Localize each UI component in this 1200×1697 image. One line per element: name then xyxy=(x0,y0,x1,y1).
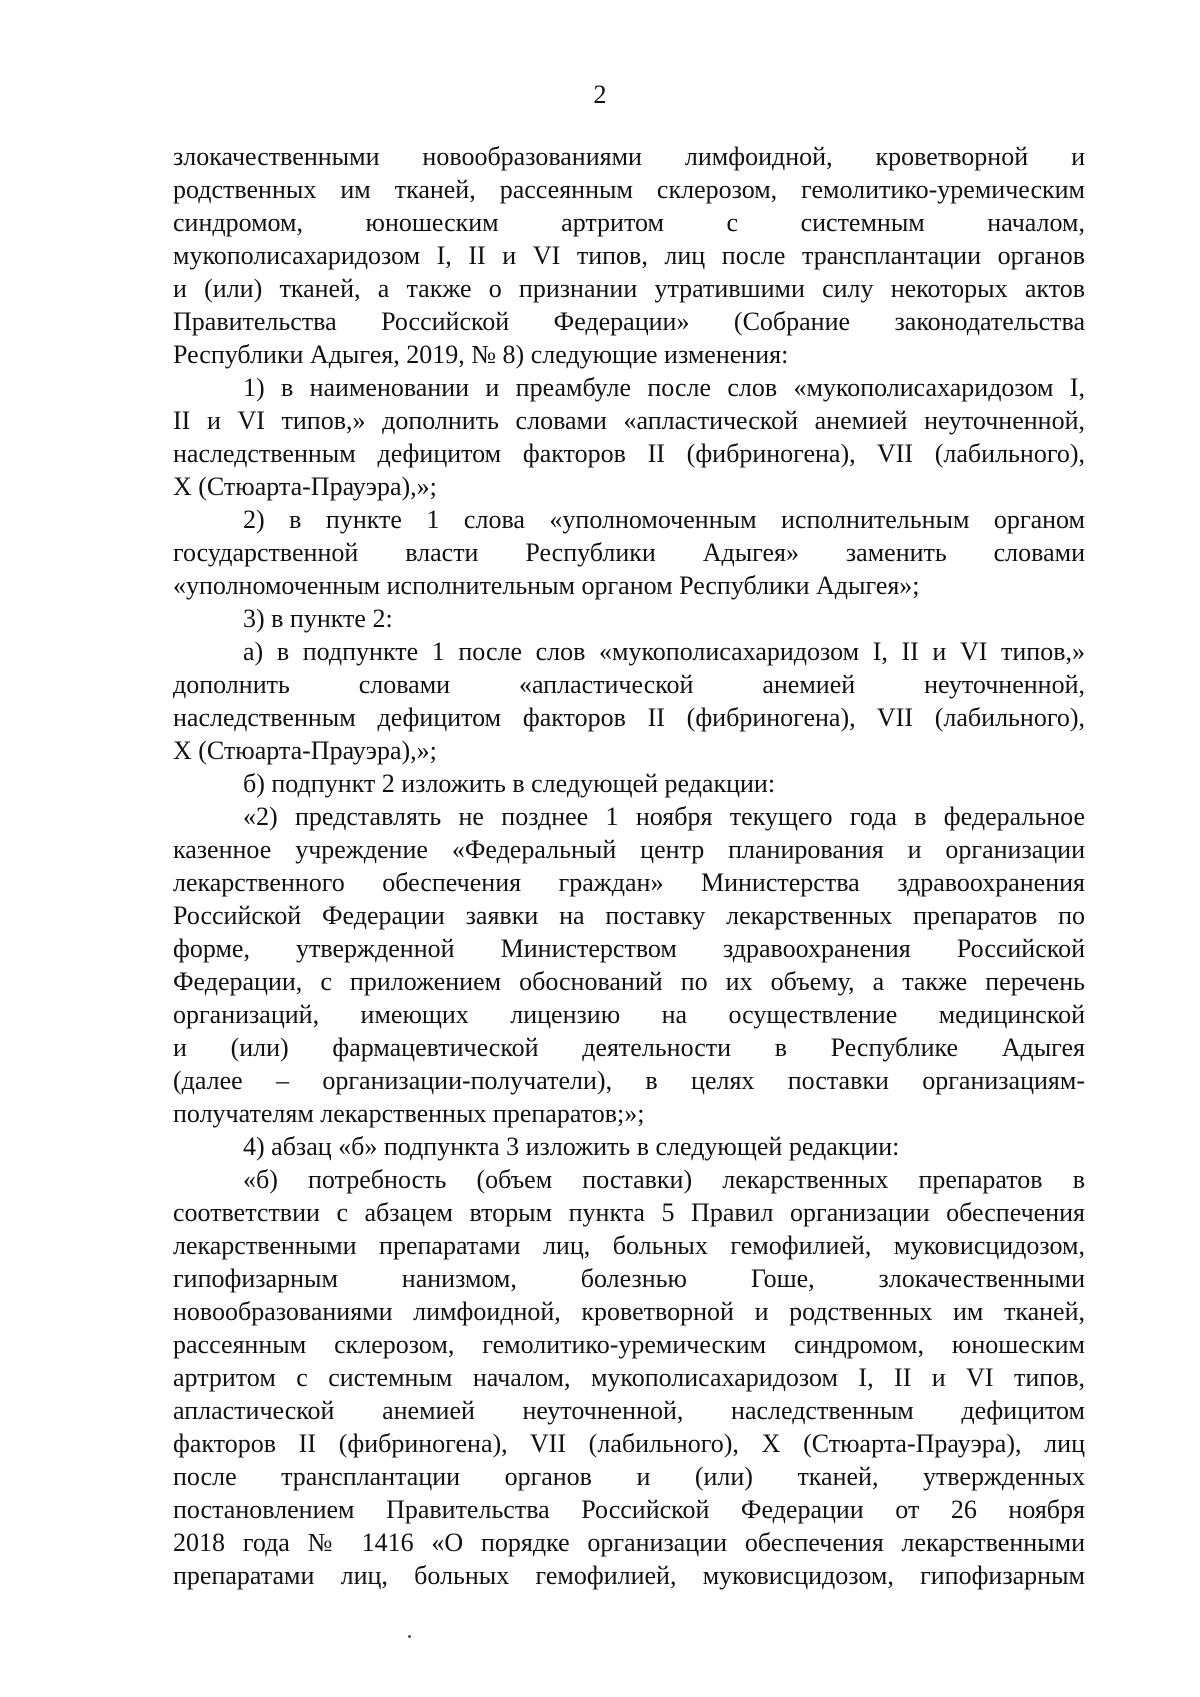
text-line: препаратами лиц, больных гемофилией, муковисцидозом, гипофизарным xyxy=(173,1561,1085,1590)
text-line: «2) представлять не позднее 1 ноября текущего года в федеральное xyxy=(243,802,1085,831)
text-line: и (или) тканей, а также о признании утратившими силу некоторых актов xyxy=(173,274,1085,303)
text-line: а) в подпункте 1 после слов «мукополисахаридозом I, II и VI типов,» xyxy=(243,637,1085,666)
scan-speck xyxy=(408,1635,411,1638)
text-line: артритом с системным началом, мукополисахаридозом I, II и VI типов, xyxy=(173,1363,1085,1392)
text-line: и (или) фармацевтической деятельности в Республике Адыгея xyxy=(173,1033,1085,1062)
text-line: Республики Адыгея, 2019, № 8) следующие изменения: xyxy=(173,340,789,369)
text-line: «б) потребность (объем поставки) лекарственных препаратов в xyxy=(243,1165,1085,1194)
text-line: X (Стюарта-Прауэра),»; xyxy=(173,472,437,501)
text-line: наследственным дефицитом факторов II (фибриногена), VII (лабильного), xyxy=(173,703,1085,732)
text-line: Российской Федерации заявки на поставку лекарственных препаратов по xyxy=(173,901,1085,930)
text-line: 4) абзац «б» подпункта 3 изложить в следующей редакции: xyxy=(243,1132,900,1161)
text-line: рассеянным склерозом, гемолитико-уремическим синдромом, юношеским xyxy=(173,1330,1085,1359)
text-line: X (Стюарта-Прауэра),»; xyxy=(173,736,437,765)
text-line: 1) в наименовании и преамбуле после слов «мукополисахаридозом I, xyxy=(243,373,1085,402)
document-body xyxy=(173,140,1085,1592)
text-line: «уполномоченным исполнительным органом Республики Адыгея»; xyxy=(173,571,920,600)
text-line: постановлением Правительства Российской Федерации от 26 ноября xyxy=(173,1495,1085,1524)
text-line: факторов II (фибриногена), VII (лабильного), X (Стюарта-Прауэра), лиц xyxy=(173,1429,1085,1458)
text-line: форме, утвержденной Министерством здравоохранения Российской xyxy=(173,934,1085,963)
page-number: 2 xyxy=(593,80,607,109)
text-line: гипофизарным нанизмом, болезнью Гоше, злокачественными xyxy=(173,1264,1085,1293)
text-line: организаций, имеющих лицензию на осуществление медицинской xyxy=(173,1000,1085,1029)
text-line: лекарственного обеспечения граждан» Министерства здравоохранения xyxy=(173,868,1085,897)
text-line: синдромом, юношеским артритом с системным началом, xyxy=(173,208,1085,237)
text-line: 2018 года № 1416 «О порядке организации обеспечения лекарственными xyxy=(173,1528,1085,1557)
text-line: мукополисахаридозом I, II и VI типов, лиц после трансплантации органов xyxy=(173,241,1085,270)
text-line: дополнить словами «апластической анемией неуточненной, xyxy=(173,670,1085,699)
text-line: родственных им тканей, рассеянным склерозом, гемолитико-уремическим xyxy=(173,175,1085,204)
text-line: после трансплантации органов и (или) тканей, утвержденных xyxy=(173,1462,1085,1491)
text-line: лекарственными препаратами лиц, больных гемофилией, муковисцидозом, xyxy=(173,1231,1085,1260)
text-line: государственной власти Республики Адыгея» заменить словами xyxy=(173,538,1085,567)
text-line: казенное учреждение «Федеральный центр планирования и организации xyxy=(173,835,1085,864)
text-line: Правительства Российской Федерации» (Собрание законодательства xyxy=(173,307,1085,336)
text-line: 2) в пункте 1 слова «уполномоченным исполнительным органом xyxy=(243,505,1085,534)
text-line: II и VI типов,» дополнить словами «апластической анемией неуточненной, xyxy=(173,406,1085,435)
text-line: б) подпункт 2 изложить в следующей редакции: xyxy=(243,769,776,798)
text-line: злокачественными новообразованиями лимфоидной, кроветворной и xyxy=(173,142,1085,171)
text-line: 3) в пункте 2: xyxy=(243,604,393,633)
text-line: наследственным дефицитом факторов II (фибриногена), VII (лабильного), xyxy=(173,439,1085,468)
text-line: Федерации, с приложением обоснований по их объему, а также перечень xyxy=(173,967,1085,996)
text-line: апластической анемией неуточненной, наследственным дефицитом xyxy=(173,1396,1085,1425)
text-line: соответствии с абзацем вторым пункта 5 Правил организации обеспечения xyxy=(173,1198,1085,1227)
text-line: новообразованиями лимфоидной, кроветворной и родственных им тканей, xyxy=(173,1297,1085,1326)
text-line: получателям лекарственных препаратов;»; xyxy=(173,1099,645,1128)
text-line: (далее – организации-получатели), в целях поставки организациям- xyxy=(173,1066,1085,1095)
